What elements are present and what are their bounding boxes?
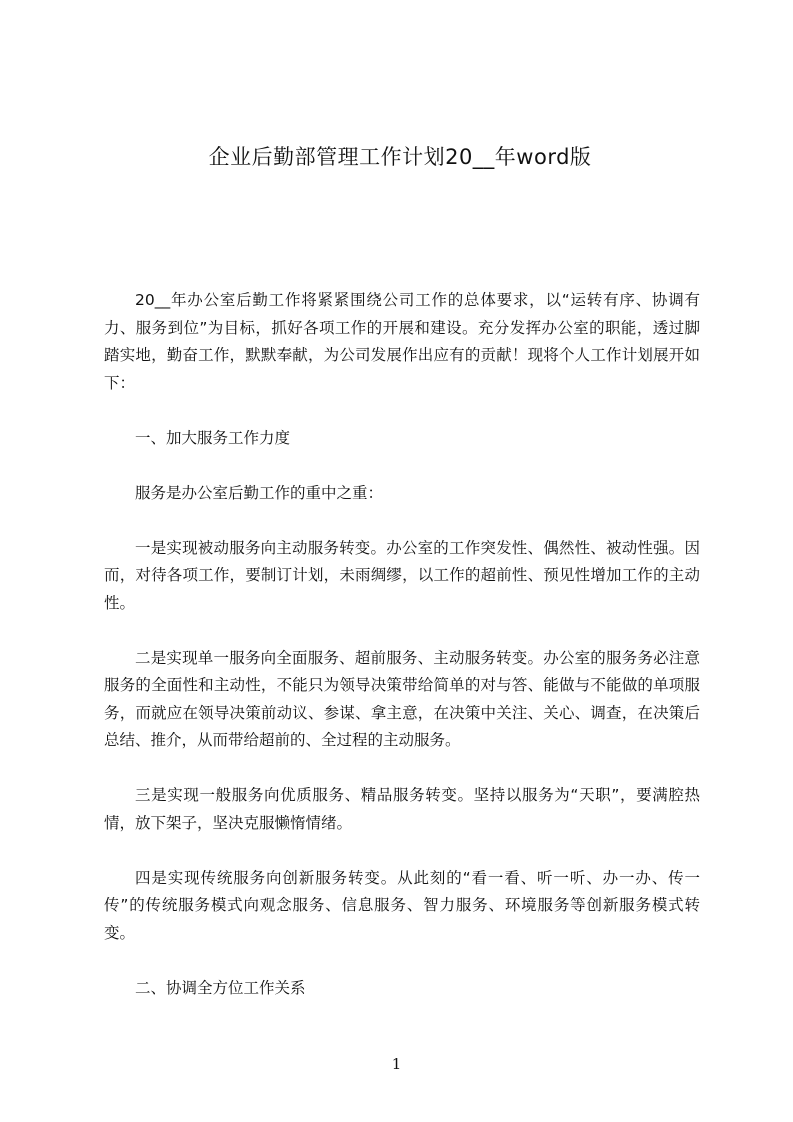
service-lead-paragraph: 服务是办公室后勤工作的重中之重：: [135, 483, 384, 502]
intro-paragraph: 20__年办公室后勤工作将紧紧围绕公司工作的总体要求，以“运转有序、协调有力、服务到位”为目标，抓好各项工作的开展和建设。充分发挥办公室的职能，透过脚踏实地，勤奋工作，默默奉献，为公司发展作出应有的贡献！现将个人工作计划展开如下：: [104, 291, 700, 392]
section-heading-1: 一、加大服务工作力度: [135, 428, 291, 447]
service-point-3: 三是实现一般服务向优质服务、精品服务转变。坚持以服务为“天职”，要满腔热情，放下架子，坚决克服懒惰情绪。: [104, 786, 700, 832]
section-heading-2: 二、协调全方位工作关系: [135, 978, 306, 997]
document-title: 企业后勤部管理工作计划20__年word版: [208, 145, 592, 169]
document-body: [104, 287, 700, 1030]
service-point-1: 一是实现被动服务向主动服务转变。办公室的工作突发性、偶然性、被动性强。因而，对待各项工作，要制订计划，未雨绸缪，以工作的超前性、预见性增加工作的主动性。: [104, 538, 700, 612]
service-point-2: 二是实现单一服务向全面服务、超前服务、主动服务转变。办公室的服务务必注意服务的全面性和主动性，不能只为领导决策带给简单的对与答、能做与不能做的单项服务，而就应在领导决策前动议、参谋、拿主意，在决策中关注、关心、调查，在决策后总结、推介，从而带给超前的、全过程的主动服务。: [104, 648, 700, 749]
page-number: 1: [391, 1055, 402, 1073]
service-point-4: 四是实现传统服务向创新服务转变。从此刻的“看一看、听一听、办一办、传一传”的传统服务模式向观念服务、信息服务、智力服务、环境服务等创新服务模式转变。: [104, 868, 700, 942]
